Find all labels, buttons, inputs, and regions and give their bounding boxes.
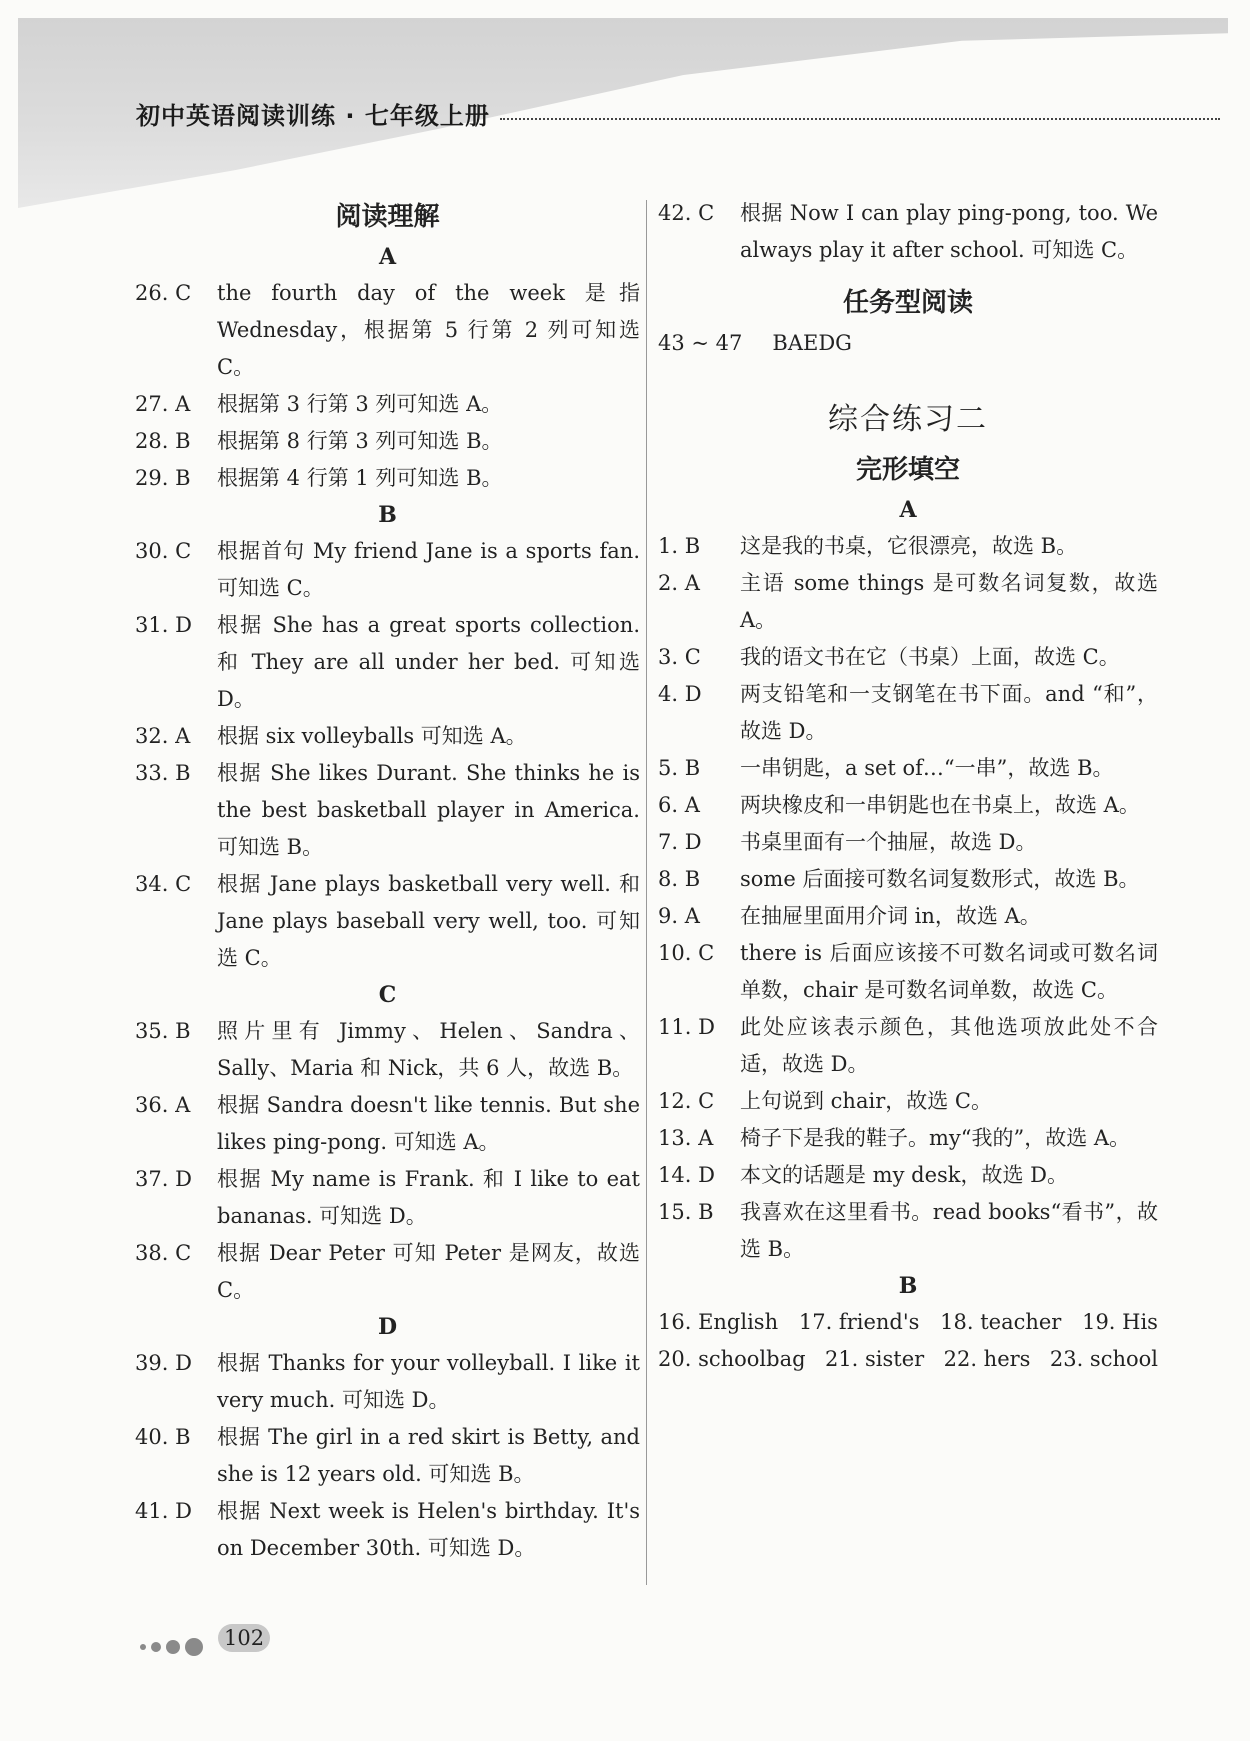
answer-number: 32. A <box>135 724 191 748</box>
header-dotted-rule <box>500 118 1220 120</box>
answer-item <box>658 1120 1158 1157</box>
answer-explanation: 在抽屉里面用介词 in，故选 A。 <box>740 904 1041 928</box>
answer-number: 26. C <box>135 281 192 305</box>
answer-explanation: 根据 She has a great sports collection. 和 They are all under her bed. 可知选 D。 <box>217 613 640 711</box>
answer-item <box>658 676 1158 750</box>
answer-explanation: 主语 some things 是可数名词复数，故选 A。 <box>740 571 1158 632</box>
answer-item <box>135 1087 640 1161</box>
section-heading-cloze: 完形填空 <box>855 455 960 485</box>
answer-explanation: there is 后面应该接不可数名词或可数名词单数，chair 是可数名词单数，故选 C。 <box>740 941 1158 1002</box>
word-answer: 21. sister <box>824 1347 925 1371</box>
answer-number: 11. D <box>658 1015 715 1039</box>
word-answer: 16. English <box>658 1310 779 1334</box>
answer-explanation: 根据 The girl in a red skirt is Betty, and she is 12 years old. 可知选 B。 <box>217 1425 640 1486</box>
answer-number: 38. C <box>135 1241 192 1265</box>
task-answer-row <box>658 325 1158 362</box>
answer-number: 36. A <box>135 1093 191 1117</box>
answer-explanation: 椅子下是我的鞋子。my“我的”，故选 A。 <box>740 1126 1131 1150</box>
section-heading-reading: 阅读理解 <box>335 202 440 232</box>
left-column <box>135 195 640 1567</box>
answer-explanation: 书桌里面有一个抽屉，故选 D。 <box>740 830 1037 854</box>
answer-item <box>135 533 640 607</box>
answer-item <box>658 750 1158 787</box>
answer-item <box>135 1235 640 1309</box>
answer-explanation: 我喜欢在这里看书。read books“看书”，故选 B。 <box>740 1200 1158 1261</box>
answer-explanation: 两支铅笔和一支钢笔在书下面。and “和”，故选 D。 <box>740 682 1158 743</box>
dot-icon <box>185 1638 203 1656</box>
answer-explanation: 一串钥匙，a set of…“一串”，故选 B。 <box>740 756 1114 780</box>
answer-number: 28. B <box>135 429 191 453</box>
answer-item <box>658 1009 1158 1083</box>
answer-item <box>658 861 1158 898</box>
answer-explanation: 根据 My name is Frank. 和 I like to eat bananas. 可知选 D。 <box>217 1167 640 1228</box>
answer-item <box>658 824 1158 861</box>
answer-item <box>658 528 1158 565</box>
answer-item <box>658 898 1158 935</box>
answer-explanation: 上句说到 chair，故选 C。 <box>740 1089 992 1113</box>
answer-number: 31. D <box>135 613 192 637</box>
answer-item <box>135 460 640 497</box>
section-heading-task-reading: 任务型阅读 <box>842 288 973 318</box>
word-answer: 17. friend's <box>798 1310 920 1334</box>
answer-explanation: 根据 Next week is Helen's birthday. It's on December 30th. 可知选 D。 <box>217 1499 640 1560</box>
answer-explanation: 此处应该表示颜色，其他选项放此处不合适，故选 D。 <box>740 1015 1158 1076</box>
answer-item <box>135 423 640 460</box>
answer-item <box>135 386 640 423</box>
answer-explanation: 根据首句 My friend Jane is a sports fan. 可知选 C。 <box>217 539 640 600</box>
answer-explanation: 根据 Now I can play ping-pong, too. We always play it after school. 可知选 C。 <box>740 201 1158 262</box>
word-answer: 18. teacher <box>940 1310 1062 1334</box>
word-answer: 20. schoolbag <box>658 1347 806 1371</box>
answer-item <box>658 1157 1158 1194</box>
answer-number: 33. B <box>135 761 191 785</box>
answer-explanation: 根据 Jane plays basketball very well. 和 Jane plays baseball very well, too. 可知选 C。 <box>217 872 640 970</box>
answer-item <box>135 1493 640 1567</box>
word-answer-row <box>658 1304 1158 1341</box>
answer-explanation: 我的语文书在它（书桌）上面，故选 C。 <box>740 645 1120 669</box>
answer-item <box>658 565 1158 639</box>
answer-number: 27. A <box>135 392 191 416</box>
answer-number: 14. D <box>658 1163 715 1187</box>
answer-item <box>135 1013 640 1087</box>
answer-number: 8. B <box>658 867 701 891</box>
answer-item <box>658 195 1158 269</box>
answer-item <box>135 866 640 977</box>
answer-item <box>135 755 640 866</box>
answer-explanation: the fourth day of the week 是指 Wednesday，根据第 5 行第 2 列可知选 C。 <box>217 281 640 379</box>
answer-number: 9. A <box>658 904 700 928</box>
answer-number: 6. A <box>658 793 700 817</box>
answer-item <box>658 1083 1158 1120</box>
subsection-label: A <box>899 497 917 523</box>
answer-explanation: 照片里有 Jimmy、Helen、Sandra、Sally、Maria 和 Nick，共 6 人，故选 B。 <box>217 1019 640 1080</box>
answer-item <box>135 1345 640 1419</box>
answer-number: 2. A <box>658 571 700 595</box>
answer-number: 30. C <box>135 539 192 563</box>
answer-item <box>658 787 1158 824</box>
dot-icon <box>140 1644 146 1650</box>
dot-icon <box>151 1642 161 1652</box>
answer-item <box>658 1194 1158 1268</box>
answer-number: 29. B <box>135 466 191 490</box>
answer-number: 39. D <box>135 1351 192 1375</box>
subsection-label: B <box>898 1273 918 1299</box>
answer-item <box>135 1161 640 1235</box>
answer-explanation: 根据 six volleyballs 可知选 A。 <box>217 724 527 748</box>
answer-item <box>658 935 1158 1009</box>
answer-explanation: some 后面接可数名词复数形式，故选 B。 <box>740 867 1140 891</box>
answer-item <box>135 275 640 386</box>
page-number: 102 <box>218 1624 270 1652</box>
answer-explanation: 根据 Thanks for your volleyball. I like it very much. 可知选 D。 <box>217 1351 640 1412</box>
subsection-label: C <box>378 982 397 1008</box>
answer-explanation: 本文的话题是 my desk，故选 D。 <box>740 1163 1069 1187</box>
word-answer: 19. His <box>1082 1310 1158 1334</box>
word-answer-row <box>658 1341 1158 1378</box>
answer-number: 7. D <box>658 830 702 854</box>
answer-number: 34. C <box>135 872 192 896</box>
subsection-label: B <box>378 502 397 528</box>
answer-number: 10. C <box>658 941 715 965</box>
answer-letters: BAEDG <box>772 331 852 355</box>
answer-item <box>135 1419 640 1493</box>
answer-explanation: 根据 Sandra doesn't like tennis. But she likes ping-pong. 可知选 A。 <box>217 1093 640 1154</box>
answer-explanation: 根据第 3 行第 3 列可知选 A。 <box>217 392 503 416</box>
book-title: 初中英语阅读训练 · 七年级上册 <box>136 102 490 130</box>
answer-number: 15. B <box>658 1200 714 1224</box>
answer-number: 12. C <box>658 1089 715 1113</box>
subsection-label: D <box>377 1314 398 1340</box>
answer-number: 41. D <box>135 1499 192 1523</box>
exercise-title: 综合练习二 <box>828 402 988 437</box>
footer-dots-decoration <box>140 1638 203 1656</box>
answer-explanation: 根据 She likes Durant. She thinks he is the best basketball player in America. 可知选 B。 <box>217 761 640 859</box>
answer-item <box>135 718 640 755</box>
answer-number: 4. D <box>658 682 702 706</box>
subsection-label: A <box>378 244 397 270</box>
word-answer: 22. hers <box>943 1347 1031 1371</box>
answer-number: 1. B <box>658 534 701 558</box>
answer-number: 43 ~ 47 <box>658 331 743 355</box>
answer-number: 35. B <box>135 1019 191 1043</box>
column-divider <box>646 200 647 1585</box>
answer-explanation: 根据 Dear Peter 可知 Peter 是网友，故选 C。 <box>217 1241 640 1302</box>
word-answer: 23. school <box>1049 1347 1158 1371</box>
answer-explanation: 根据第 8 行第 3 列可知选 B。 <box>217 429 503 453</box>
answer-explanation: 两块橡皮和一串钥匙也在书桌上，故选 A。 <box>740 793 1140 817</box>
answer-number: 40. B <box>135 1425 191 1449</box>
dot-icon <box>166 1640 180 1654</box>
answer-item <box>135 607 640 718</box>
answer-item <box>658 639 1158 676</box>
answer-number: 5. B <box>658 756 701 780</box>
answer-number: 13. A <box>658 1126 714 1150</box>
answer-explanation: 根据第 4 行第 1 列可知选 B。 <box>217 466 503 490</box>
answer-number: 37. D <box>135 1167 192 1191</box>
answer-number: 3. C <box>658 645 701 669</box>
answer-number: 42. C <box>658 201 715 225</box>
right-column <box>658 195 1158 1378</box>
answer-explanation: 这是我的书桌，它很漂亮，故选 B。 <box>740 534 1078 558</box>
